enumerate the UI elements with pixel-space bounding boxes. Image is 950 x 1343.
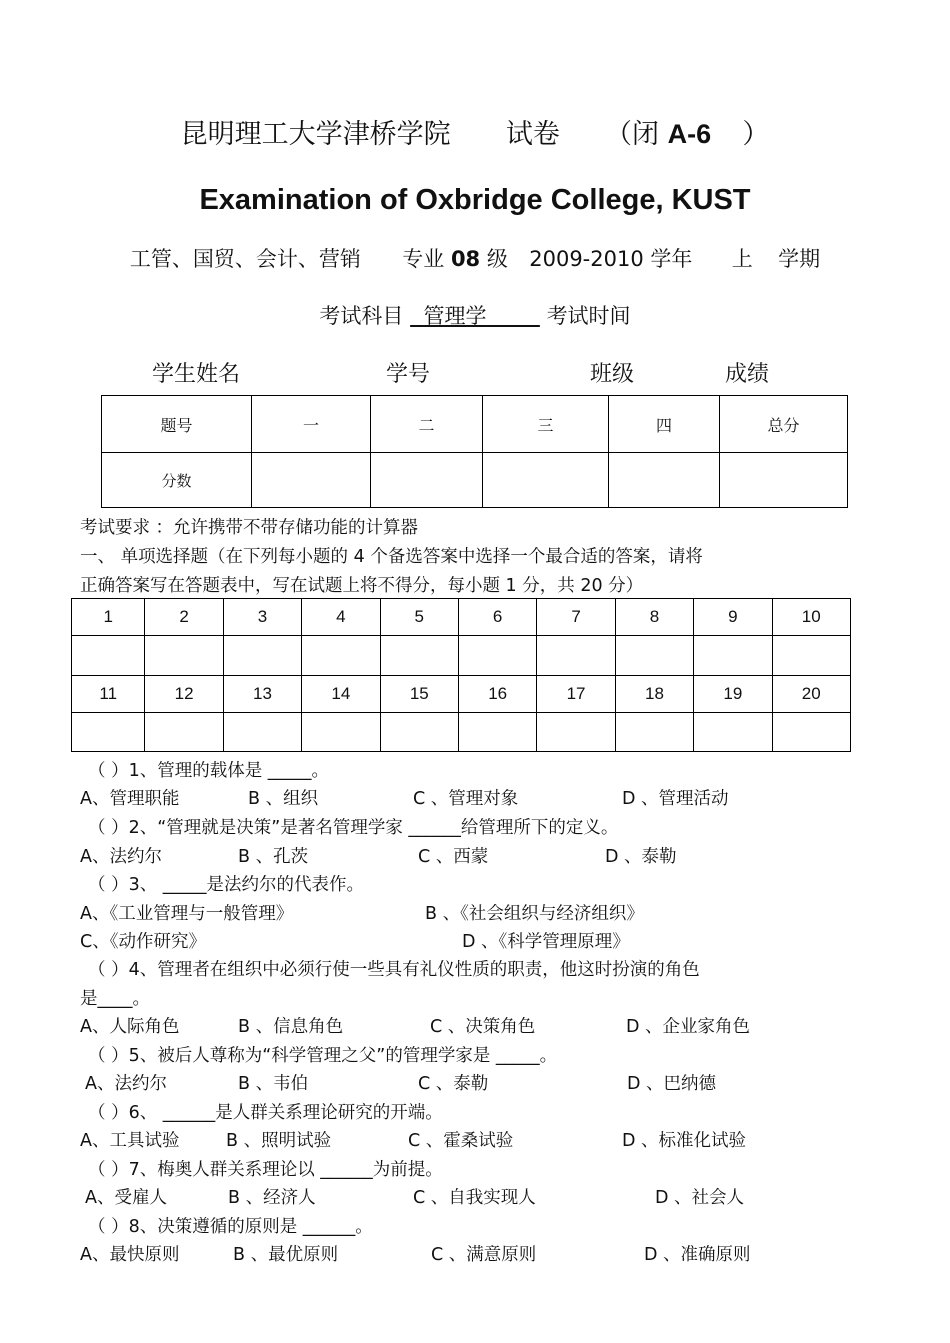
answer-cell[interactable]: [537, 713, 615, 752]
answer-number: 6: [458, 599, 536, 636]
term-value: 上: [731, 247, 753, 271]
q2-option-c: C 、西蒙: [418, 847, 489, 867]
q2-option-d: D 、泰勒: [605, 847, 677, 867]
question-7: （ ）7、梅奥人群关系理论以 ______为前提。: [88, 1160, 443, 1180]
q8-option-b: B 、最优原则: [233, 1245, 339, 1265]
answer-cell[interactable]: [302, 636, 380, 676]
score-col-1: 一: [252, 396, 371, 453]
q1-option-d: D 、管理活动: [622, 789, 729, 809]
q5-option-a: A、法约尔: [85, 1074, 167, 1094]
q7-option-a: A、受雇人: [85, 1188, 167, 1208]
q4-option-c: C 、决策角色: [430, 1017, 536, 1037]
grade-num: 08: [450, 247, 481, 271]
q1-option-a: A、管理职能: [80, 789, 180, 809]
answer-cell[interactable]: [380, 713, 458, 752]
question-2: （ ）2、“管理就是决策”是著名管理学家 ______给管理所下的定义。: [88, 818, 619, 838]
score-row2-header: 分数: [102, 453, 252, 508]
q4-option-b: B 、信息角色: [238, 1017, 344, 1037]
question-1: （ ）1、管理的载体是 _____。: [88, 761, 330, 781]
q6-option-d: D 、标准化试验: [622, 1131, 747, 1151]
time-label: 考试时间: [546, 304, 631, 328]
answer-blank-row: [72, 636, 851, 676]
answer-cell[interactable]: [302, 713, 380, 752]
score-col-4: 四: [609, 396, 720, 453]
college-name: 昆明理工大学津桥学院: [180, 119, 451, 150]
grade-score-label: 成绩: [725, 362, 770, 387]
answer-number: 12: [145, 676, 223, 713]
paren-open: （闭: [605, 119, 660, 150]
q6-option-a: A、工具试验: [80, 1131, 180, 1151]
q3-option-c: C、《动作研究》: [80, 932, 206, 952]
answer-number-row: [72, 599, 851, 636]
paren-close: ）: [742, 119, 770, 150]
section1-instructions-line1: 一、 单项选择题（在下列每小题的 4 个备选答案中选择一个最合适的答案，请将: [80, 547, 703, 567]
q3-option-a: A、《工业管理与一般管理》: [80, 904, 294, 924]
answer-number-row: [72, 676, 851, 713]
answer-number: 3: [223, 599, 301, 636]
answer-number: 4: [302, 599, 380, 636]
q1-option-c: C 、管理对象: [413, 789, 519, 809]
answer-cell[interactable]: [223, 636, 301, 676]
answer-number: 1: [72, 599, 145, 636]
answer-number: 9: [694, 599, 772, 636]
answer-table: [71, 598, 851, 752]
q3-option-d: D 、《科学管理原理》: [462, 932, 630, 952]
answer-number: 19: [694, 676, 772, 713]
exam-title-en: Examination of Oxbridge College, KUST: [199, 184, 751, 216]
answer-cell[interactable]: [72, 636, 145, 676]
answer-number: 7: [537, 599, 615, 636]
score-cell[interactable]: [609, 453, 720, 508]
paper-code: A-6: [667, 119, 712, 149]
q6-option-c: C 、霍桑试验: [408, 1131, 514, 1151]
q3-option-b: B 、《社会组织与经济组织》: [425, 904, 644, 924]
answer-cell[interactable]: [537, 636, 615, 676]
q8-option-d: D 、准确原则: [644, 1245, 751, 1265]
answer-number: 10: [772, 599, 850, 636]
majors: 工管、国贸、会计、营销: [129, 247, 361, 271]
q2-option-b: B 、孔茨: [238, 847, 309, 867]
answer-number: 5: [380, 599, 458, 636]
answer-cell[interactable]: [615, 636, 693, 676]
q7-option-d: D 、社会人: [655, 1188, 745, 1208]
answer-cell[interactable]: [694, 713, 772, 752]
q1-option-b: B 、组织: [248, 789, 319, 809]
exam-title-cn: [0, 112, 950, 151]
q8-option-a: A、最快原则: [80, 1245, 180, 1265]
answer-cell[interactable]: [458, 713, 536, 752]
question-6: （ ）6、 ______是人群关系理论研究的开端。: [88, 1103, 443, 1123]
answer-number: 16: [458, 676, 536, 713]
subject-value: 管理学: [423, 304, 487, 328]
score-cell[interactable]: [720, 453, 848, 508]
answer-cell[interactable]: [694, 636, 772, 676]
answer-cell[interactable]: [223, 713, 301, 752]
exam-requirements: 考试要求 ：允许携带不带存储功能的计算器: [80, 518, 419, 538]
question-5: （ ）5、被后人尊称为“科学管理之父”的管理学家是 _____。: [88, 1046, 558, 1066]
question-3: （ ）3、 _____是法约尔的代表作。: [88, 875, 365, 895]
answer-number: 13: [223, 676, 301, 713]
question-4-cont: 是____。: [80, 989, 150, 1009]
score-table: [101, 395, 848, 508]
answer-blank-row: [72, 713, 851, 752]
q7-option-c: C 、自我实现人: [413, 1188, 536, 1208]
score-cell[interactable]: [483, 453, 609, 508]
paper-label: 试卷: [505, 119, 560, 150]
section1-instructions-line2: 正确答案写在答题表中，写在试题上将不得分，每小题 1 分，共 20 分）: [80, 576, 644, 596]
answer-number: 14: [302, 676, 380, 713]
answer-number: 15: [380, 676, 458, 713]
answer-cell[interactable]: [772, 713, 850, 752]
class-label: 班级: [590, 362, 635, 387]
answer-number: 8: [615, 599, 693, 636]
subject-line: [0, 300, 950, 330]
q4-option-d: D 、企业家角色: [626, 1017, 751, 1037]
q5-option-c: C 、泰勒: [418, 1074, 489, 1094]
score-table-score-row: [102, 453, 848, 508]
score-col-total: 总分: [720, 396, 848, 453]
subject-value-underline: [410, 304, 540, 328]
grade-label: 级: [486, 247, 508, 271]
q7-option-b: B 、经济人: [228, 1188, 316, 1208]
q6-option-b: B 、照明试验: [226, 1131, 332, 1151]
term-label: 学期: [778, 247, 821, 271]
score-cell[interactable]: [371, 453, 483, 508]
answer-number: 17: [537, 676, 615, 713]
student-id-label: 学号: [386, 362, 431, 387]
score-table-header-row: [102, 396, 848, 453]
score-col-2: 二: [371, 396, 483, 453]
answer-number: 2: [145, 599, 223, 636]
major-line: [0, 243, 950, 273]
score-row-header: 题号: [102, 396, 252, 453]
q5-option-b: B 、韦伯: [238, 1074, 309, 1094]
answer-cell[interactable]: [458, 636, 536, 676]
answer-cell[interactable]: [145, 636, 223, 676]
answer-cell[interactable]: [615, 713, 693, 752]
major-label: 专业: [402, 247, 445, 271]
student-name-label: 学生姓名: [152, 362, 241, 387]
score-col-3: 三: [483, 396, 609, 453]
answer-cell[interactable]: [772, 636, 850, 676]
answer-cell[interactable]: [380, 636, 458, 676]
school-year: 2009-2010 学年: [529, 247, 693, 271]
q8-option-c: C 、满意原则: [431, 1245, 537, 1265]
answer-cell[interactable]: [72, 713, 145, 752]
answer-number: 18: [615, 676, 693, 713]
subject-label: 考试科目: [319, 304, 404, 328]
answer-number: 11: [72, 676, 145, 713]
answer-number: 20: [772, 676, 850, 713]
q4-option-a: A、人际角色: [80, 1017, 180, 1037]
answer-cell[interactable]: [145, 713, 223, 752]
score-cell[interactable]: [252, 453, 371, 508]
q2-option-a: A、法约尔: [80, 847, 162, 867]
question-4: （ ）4、管理者在组织中必须行使一些具有礼仪性质的职责，他这时扮演的角色: [88, 960, 700, 980]
q5-option-d: D 、巴纳德: [627, 1074, 717, 1094]
question-8: （ ）8、决策遵循的原则是 ______。: [88, 1217, 373, 1237]
